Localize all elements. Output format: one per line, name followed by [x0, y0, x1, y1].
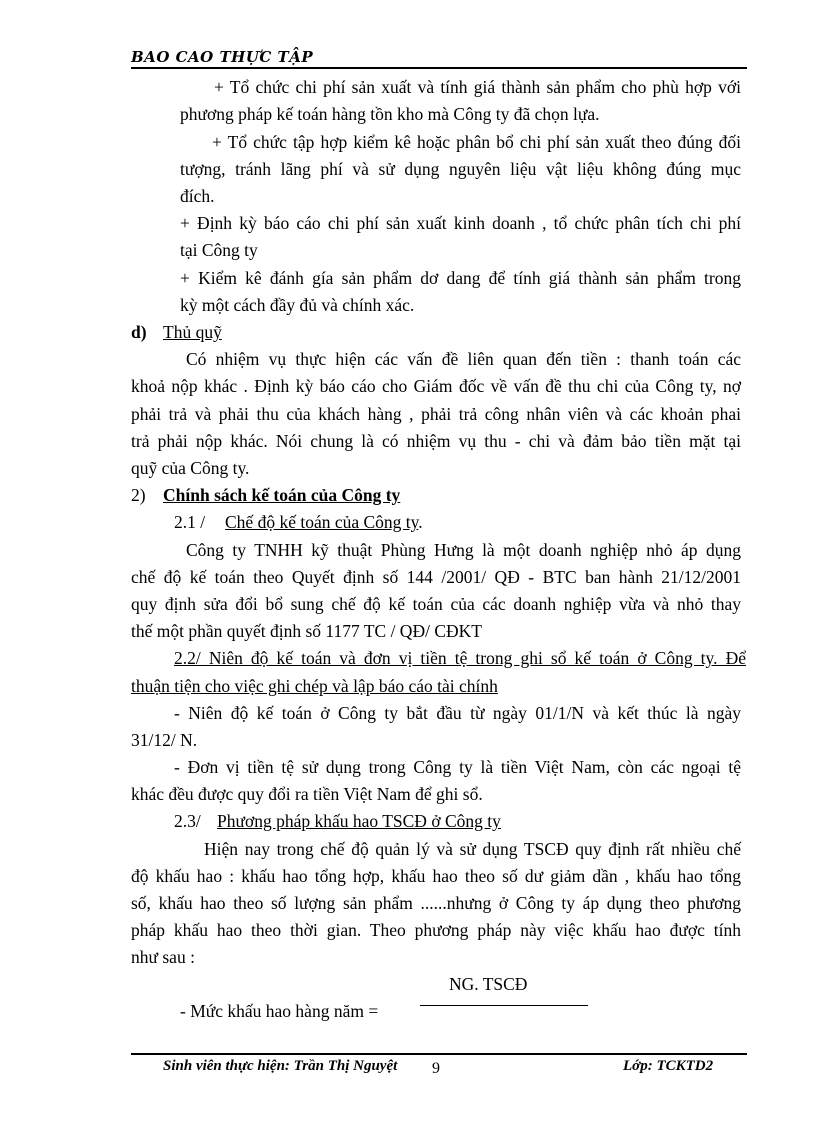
- section-number-2: 2): [131, 485, 146, 505]
- paragraph-line: quy định sửa đổi bổ sung chế độ kế toán của các doanh nghiệp vừa và nhỏ thay: [131, 594, 741, 614]
- section-title-chinh-sach: Chính sách kế toán của Công ty: [163, 485, 401, 505]
- paragraph-line: + Tổ chức chi phí sản xuất và tính giá thành sản phẩm cho phù hợp với: [214, 77, 741, 97]
- paragraph-line: khoả nộp khác . Định kỳ báo cáo cho Giám đốc về vấn đề thu chi của Công ty, nợ: [131, 376, 741, 396]
- section-title-thu-quy: Thủ quỹ: [163, 322, 222, 342]
- paragraph-line: đích.: [180, 186, 215, 206]
- paragraph-line: tại Công ty: [180, 240, 258, 260]
- paragraph-line: + Định kỳ báo cáo chi phí sản xuất kinh doanh , tổ chức phân tích chi phí: [180, 213, 741, 233]
- footer-student: Sinh viên thực hiện: Trần Thị Nguyệt: [163, 1058, 398, 1074]
- paragraph-line: + Tổ chức tập hợp kiểm kê hoặc phân bổ chi phí sản xuất theo đúng đối: [212, 132, 741, 152]
- paragraph-line: pháp khấu hao theo thời gian. Theo phương pháp này việc khấu hao được tính: [131, 920, 741, 940]
- paragraph-line: kỳ một cách đầy đủ và chính xác.: [180, 295, 415, 315]
- paragraph-line: - Đơn vị tiền tệ sử dụng trong Công ty là tiền Việt Nam, còn các ngoại tệ: [174, 757, 741, 777]
- footer-class: Lớp: TCKTD2: [623, 1058, 714, 1074]
- footer-divider: [131, 1053, 747, 1055]
- formula-numerator: NG. TSCĐ: [449, 974, 528, 994]
- subsection-title-2-2-cont: thuận tiện cho việc ghi chép và lập báo cáo tài chính: [131, 676, 498, 696]
- paragraph-line: quỹ của Công ty.: [131, 458, 250, 478]
- paragraph-line: chế độ kế toán theo Quyết định số 144 /2001/ QĐ - BTC ban hành 21/12/2001: [131, 567, 741, 587]
- subsection-number-2-1: 2.1 /: [174, 512, 206, 532]
- paragraph-line: Có nhiệm vụ thực hiện các vấn đề liên quan đến tiền : thanh toán các: [186, 349, 741, 369]
- paragraph-line: số, khấu hao theo số lượng sản phẩm ......nhưng ở Công ty áp dụng theo phương: [131, 893, 741, 913]
- paragraph-line: trả phải nộp khác. Nói chung là có nhiệm vụ thu - chi và đảm bảo tiền mặt tại: [131, 431, 741, 451]
- subsection-number-2-3: 2.3/: [174, 811, 201, 831]
- paragraph-line: độ khấu hao : khấu hao tổng hợp, khấu hao theo số dư giảm dần , khấu hao tổng: [131, 866, 741, 886]
- formula-label: - Mức khấu hao hàng năm =: [180, 1001, 379, 1021]
- section-label-d: d): [131, 322, 147, 342]
- header-divider: [131, 67, 747, 69]
- page-number: 9: [432, 1060, 440, 1077]
- paragraph-line: Công ty TNHH kỹ thuật Phùng Hưng là một doanh nghiệp nhỏ áp dụng: [186, 540, 741, 560]
- paragraph-line: như sau :: [131, 947, 195, 967]
- page-header-title: BAO CAO THỰC TẬP: [131, 48, 314, 66]
- fraction-bar: [420, 1005, 588, 1006]
- paragraph-line: + Kiểm kê đánh gía sản phẩm dơ dang để tính giá thành sản phẩm trong: [180, 268, 741, 288]
- paragraph-line: phải trả và phải thu của khách hàng , phải trả công nhân viên và các khoản phai: [131, 404, 741, 424]
- paragraph-line: thế một phần quyết định số 1177 TC / QĐ/ CĐKT: [131, 621, 482, 641]
- paragraph-line: tượng, tránh lãng phí và sử dụng nguyên liệu vật liệu không đúng mục: [180, 159, 741, 179]
- subsection-title-2-1: Chế độ kế toán của Công ty.: [225, 512, 423, 532]
- paragraph-line: 31/12/ N.: [131, 730, 198, 750]
- paragraph-line: - Niên độ kế toán ở Công ty bắt đầu từ ngày 01/1/N và kết thúc là ngày: [174, 703, 741, 723]
- subsection-title-2-2: 2.2/ Niên độ kế toán và đơn vị tiền tệ trong ghi sổ kế toán ở Công ty. Để: [174, 648, 746, 668]
- paragraph-line: Hiện nay trong chế độ quản lý và sử dụng TSCĐ quy định rất nhiều chế: [204, 839, 741, 859]
- paragraph-line: khác đều được quy đổi ra tiền Việt Nam để ghi sổ.: [131, 784, 483, 804]
- subsection-title-2-3: Phương pháp khấu hao TSCĐ ở Công ty: [217, 811, 501, 831]
- paragraph-line: phương pháp kế toán hàng tồn kho mà Công ty đã chọn lựa.: [180, 104, 600, 124]
